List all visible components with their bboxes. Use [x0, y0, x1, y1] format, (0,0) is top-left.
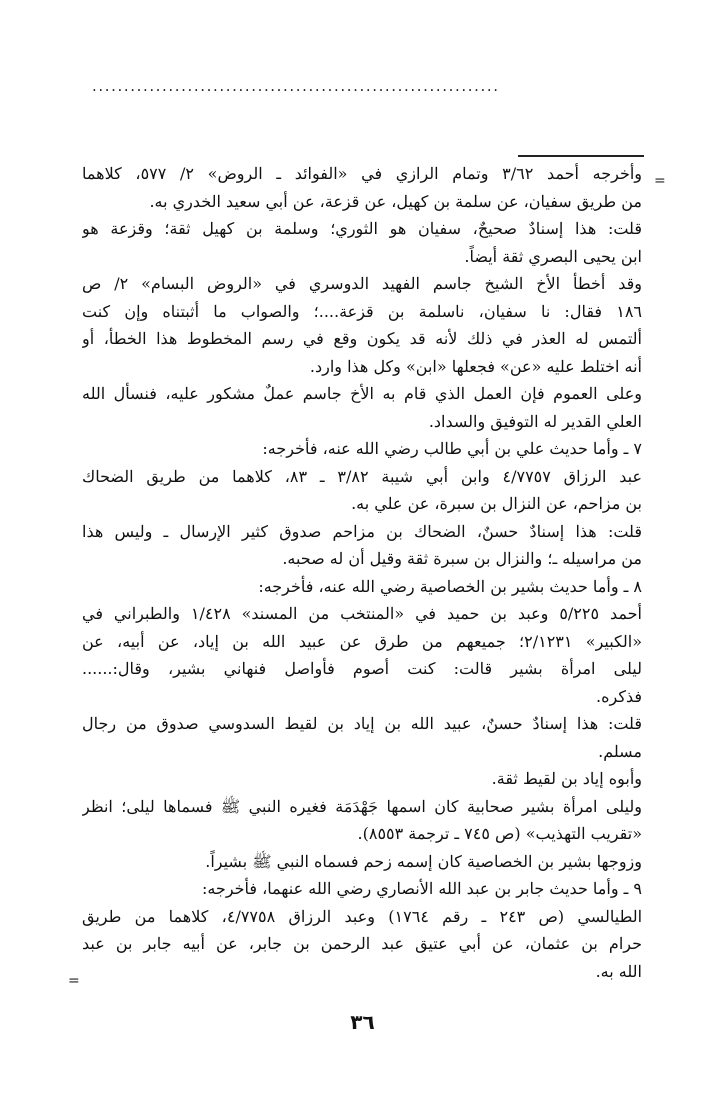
text-line: وأخرجه أحمد ٣/٦٢ وتمام الرازي في «الفوائد ـ الروض» ٢/ ٥٧٧، كلاهما [82, 164, 642, 183]
page-number: ٣٦ [350, 1010, 375, 1034]
footnote-text-block [82, 160, 642, 985]
text-line: «تقريب التهذيب» (ص ٧٤٥ ـ ترجمة ٨٥٥٣). [357, 824, 642, 843]
continuation-mark-bottom: = [68, 973, 80, 989]
footnote-separator-rule [518, 155, 644, 157]
text-line: وليلى امرأة بشير صحابية كان اسمها جَهْدَمَة فغيره النبي ﷺ فسماها ليلى؛ انظر [82, 796, 642, 816]
text-line: ليلى امرأة بشير قالت: كنت أصوم فأواصل فنهاني بشير، وقال:...... [82, 659, 642, 678]
text-line: فذكره. [596, 686, 642, 706]
text-line: وقد أخطأ الأخ الشيخ جاسم الفهيد الدوسري في «الروض البسام» ٢/ ص [82, 274, 642, 293]
text-line: مسلم. [598, 741, 642, 761]
text-line: الطيالسي (ص ٢٤٣ ـ رقم ١٧٦٤) وعبد الرزاق ٤/٧٧٥٨، كلاهما من طريق [82, 906, 642, 926]
text-line: ألتمس له العذر في ذلك لأنه قد يكون وقع في رسم المخطوط هذا الخطأ، أو [82, 329, 642, 348]
text-line: ٩ ـ وأما حديث جابر بن عبد الله الأنصاري رضي الله عنهما، فأخرجه: [201, 879, 642, 898]
text-line: من طريق سفيان، عن سلمة بن كهيل، عن قزعة، عن أبي سعيد الخدري به. [149, 191, 642, 211]
text-line: ٨ ـ وأما حديث بشير بن الخصاصية رضي الله عنه، فأخرجه: [258, 576, 642, 596]
text-line: «الكبير» ٢/١٢٣١؛ جميعهم من طرق عن عبيد الله بن إياد، عن أبيه، عن [82, 631, 642, 651]
top-dotted-rule: ................................................................ [92, 77, 500, 95]
text-line: وزوجها بشير بن الخصاصية كان إسمه زحم فسماه النبي ﷺ بشيراً. [205, 851, 642, 871]
text-line: أحمد ٥/٢٢٥ وعبد بن حميد في «المنتخب من المسند» ١/٤٢٨ والطبراني في [82, 604, 642, 623]
text-line: ١٨٦ فقال: نا سفيان، ناسلمة بن قزعة....؛ والصواب ما أثبتناه وإن كنت [82, 301, 642, 321]
text-line: بن مزاحم، عن النزال بن سبرة، عن علي به. [351, 494, 642, 513]
text-line: العلي القدير له التوفيق والسداد. [428, 411, 642, 431]
continuation-mark-top: = [654, 173, 666, 189]
text-line: وعلى العموم فإن العمل الذي قام به الأخ جاسم عملٌ مشكور عليه، فنسأل الله [82, 384, 642, 403]
text-line: الله به. [595, 961, 642, 981]
text-line: من مراسيله ـ؛ والنزال بن سبرة ثقة وقيل أن له صحبه. [282, 549, 642, 568]
text-line: ٧ ـ وأما حديث علي بن أبي طالب رضي الله عنه، فأخرجه: [262, 439, 642, 458]
text-line: قلت: هذا إسنادٌ حسنٌ، الضحاك بن مزاحم صدوق كثير الإرسال ـ وليس هذا [82, 521, 642, 541]
text-line: ابن يحيى البصري ثقة أيضاً. [464, 246, 642, 266]
text-line: أنه اختلط عليه «عن» فجعلها «ابن» وكل هذا وارد. [309, 356, 642, 376]
text-line: قلت: هذا إسنادٌ حسنٌ، عبيد الله بن إياد بن لقيط السدوسي صدوق من رجال [82, 714, 642, 733]
text-line: حرام بن عثمان، عن أبي عتيق عبد الرحمن بن جابر، عن أبيه جابر بن عبد [82, 934, 642, 953]
text-line: وأبوه إياد بن لقيط ثقة. [491, 769, 642, 788]
text-line: قلت: هذا إسنادٌ صحيحٌ، سفيان هو الثوري؛ وسلمة بن كهيل ثقة؛ وقزعة هو [82, 219, 642, 238]
text-line: عبد الرزاق ٤/٧٧٥٧ وابن أبي شيبة ٣/٨٢ ـ ٨٣، كلاهما من طريق الضحاك [82, 466, 642, 486]
